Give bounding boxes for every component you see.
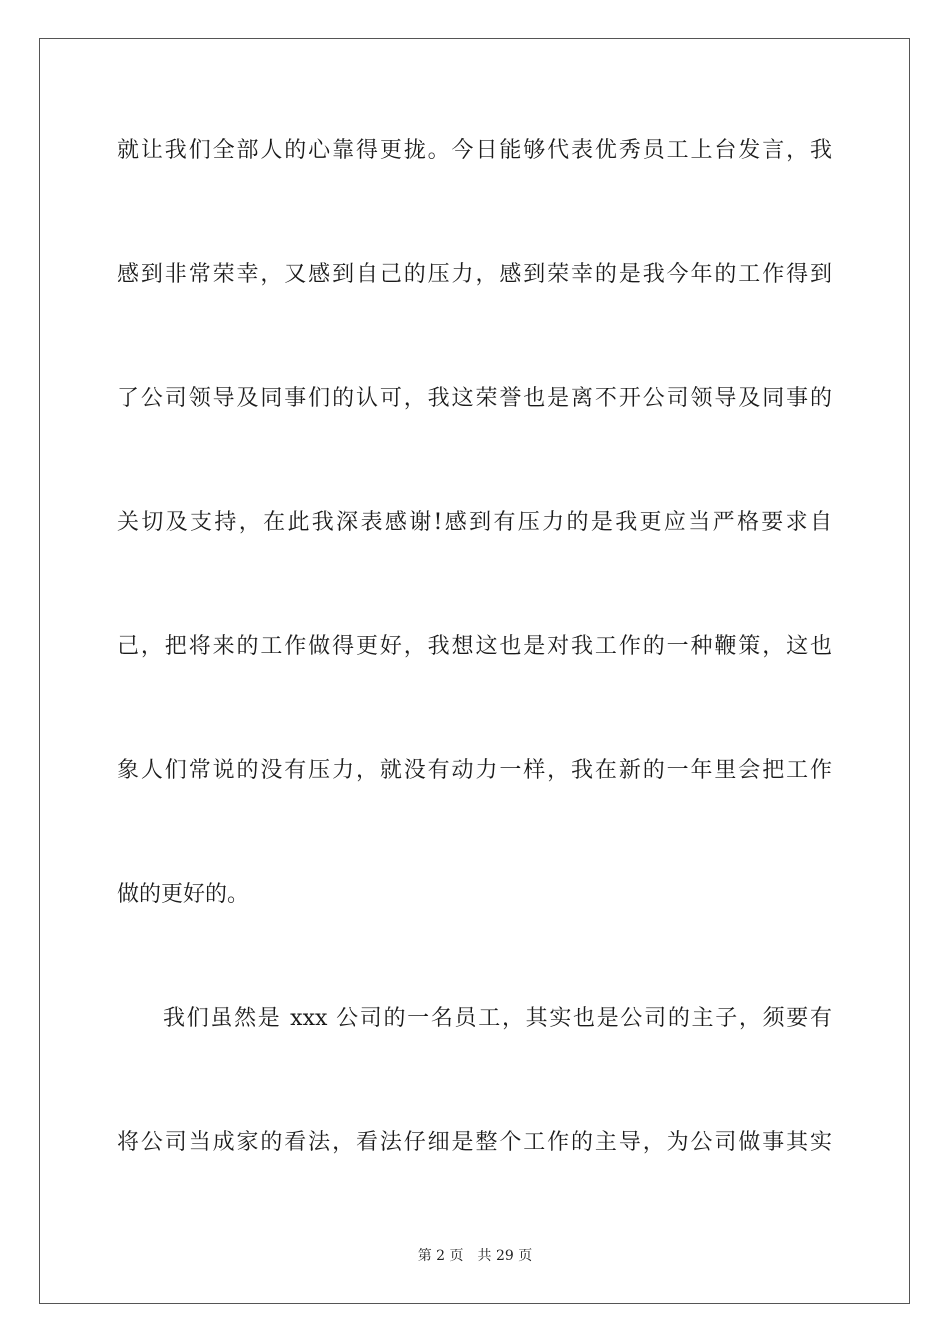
page-border	[39, 38, 910, 1304]
text-line-paragraph-end: 做的更好的。	[117, 882, 250, 907]
page-footer	[0, 1247, 950, 1265]
text-line: 关切及支持，在此我深表感谢!感到有压力的是我更应当严格要求自	[117, 510, 832, 535]
text-line: 就让我们全部人的心靠得更拢。今日能够代表优秀员工上台发言，我	[117, 138, 832, 163]
current-page-number: 第 2 页	[417, 1248, 464, 1264]
text-line: 了公司领导及同事们的认可，我这荣誉也是离不开公司领导及同事的	[117, 386, 832, 411]
text-line: 将公司当成家的看法，看法仔细是整个工作的主导，为公司做事其实	[117, 1130, 832, 1155]
text-line: 象人们常说的没有压力，就没有动力一样，我在新的一年里会把工作	[117, 758, 832, 783]
text-line: 感到非常荣幸，又感到自己的压力，感到荣幸的是我今年的工作得到	[117, 262, 832, 287]
total-pages: 共 29 页	[477, 1248, 533, 1264]
text-line-paragraph-start: 我们虽然是 xxx 公司的一名员工，其实也是公司的主子，须要有	[163, 1006, 832, 1031]
text-line: 己，把将来的工作做得更好，我想这也是对我工作的一种鞭策，这也	[117, 634, 832, 659]
